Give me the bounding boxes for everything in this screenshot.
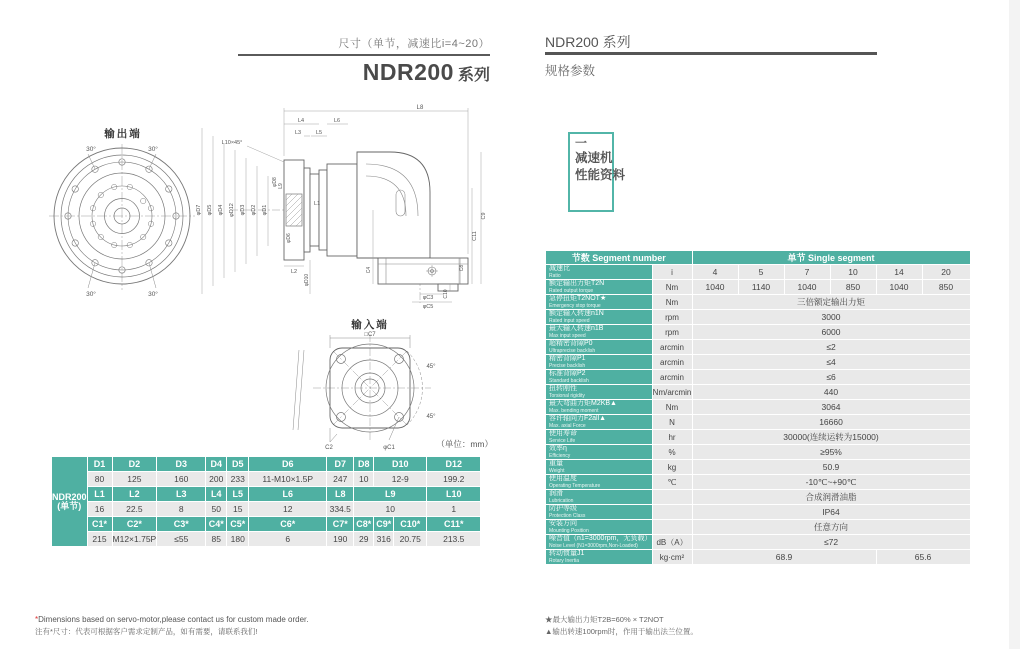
angle-label: 30° xyxy=(86,291,96,298)
input-end-drawing xyxy=(285,330,465,452)
spec-unit-cell: dB（A） xyxy=(652,535,692,550)
side-label-d10: φD10 xyxy=(304,273,310,287)
dim-value-cell: 213.5 xyxy=(427,532,481,547)
input-label-c7: □C7 xyxy=(364,332,376,338)
spec-row xyxy=(546,385,971,400)
dim-header-cell: L6 xyxy=(249,487,327,502)
spec-value-cell: 850 xyxy=(830,280,876,295)
side-label-c11: C11 xyxy=(472,231,478,241)
dim-value-cell: 10 xyxy=(354,472,374,487)
spec-unit-cell xyxy=(652,505,692,520)
spec-unit-cell: i xyxy=(652,265,692,280)
side-label-c3: φC3 xyxy=(422,295,434,301)
side-label-d8: φD8 xyxy=(272,177,278,187)
dim-header-cell: C1* xyxy=(87,517,112,532)
output-end-drawing xyxy=(47,140,197,298)
side-label-d2: φD2 xyxy=(251,204,257,216)
spec-label-cell: 转动惯量J1 Rotary Inertia xyxy=(546,550,653,565)
side-label-l8: L8 xyxy=(416,105,424,111)
spec-row xyxy=(546,310,971,325)
side-label-l9: L9 xyxy=(278,183,284,189)
dim-header-cell: C6* xyxy=(249,517,327,532)
spec-label-cell: 最大输入转速n1B Max input speed xyxy=(546,325,653,340)
dim-value-cell: 12 xyxy=(249,502,327,517)
spec-value-cell: 任意方向 xyxy=(692,520,970,535)
spec-label-cell: 超精密背隙P0 Ultraprecise backlish xyxy=(546,340,653,355)
dim-value-cell: 200 xyxy=(206,472,227,487)
dim-header-cell: C9* xyxy=(374,517,394,532)
left-header-rule xyxy=(238,54,490,56)
spec-unit-cell: kg·cm² xyxy=(652,550,692,565)
spec-row xyxy=(546,280,971,295)
side-label-d12: φD12 xyxy=(229,203,235,217)
dim-header-cell: C7* xyxy=(327,517,354,532)
spec-label-cell: 安装方向 Mounting Position xyxy=(546,520,653,535)
spec-label-cell: 容许轴向力F2all▲ Max. axial Force xyxy=(546,415,653,430)
dim-header-row xyxy=(52,487,481,502)
spec-section-title: 规格参数 xyxy=(545,64,596,78)
spec-value-cell: 1040 xyxy=(876,280,922,295)
dim-header-cell: L10 xyxy=(427,487,481,502)
spec-value-cell: 1140 xyxy=(738,280,784,295)
dim-value-cell: 6 xyxy=(249,532,327,547)
dim-value-cell: M12×1.75P xyxy=(112,532,157,547)
output-view-title: 输出端 xyxy=(104,128,142,140)
spec-unit-cell: arcmin xyxy=(652,370,692,385)
angle-label: 30° xyxy=(86,146,96,153)
spec-unit-cell: Nm/arcmin xyxy=(652,385,692,400)
spec-header-cell: 节数 Segment number xyxy=(546,251,693,265)
spec-table xyxy=(545,250,971,565)
side-label-d7: φD7 xyxy=(196,204,202,216)
dim-value-cell: 199.2 xyxy=(427,472,481,487)
dim-value-cell: ≤55 xyxy=(157,532,206,547)
spec-row xyxy=(546,505,971,520)
spec-label-cell: 使用温度 Operating Temperature xyxy=(546,475,653,490)
spec-unit-cell: ℃ xyxy=(652,475,692,490)
spec-label-cell: 扭转刚性 Torsional rigidity xyxy=(546,385,653,400)
tag-line1: 减速机 xyxy=(575,151,613,165)
dim-value-cell: 20.75 xyxy=(394,532,427,547)
spec-row xyxy=(546,355,971,370)
side-label-l2: L2 xyxy=(290,269,298,275)
dim-header-cell: D3 xyxy=(157,457,206,472)
spec-value-cell: 1040 xyxy=(692,280,738,295)
input-view-title: 输入端 xyxy=(351,319,389,331)
dim-header-cell: L8 xyxy=(327,487,354,502)
unit-note: （单位：mm） xyxy=(436,439,493,449)
tag-line2: 性能资料 xyxy=(575,168,626,182)
spec-label-cell: 额定输出力矩T2N Rated output torque xyxy=(546,280,653,295)
spec-unit-cell: hr xyxy=(652,430,692,445)
spec-value-cell: IP64 xyxy=(692,505,970,520)
dim-header-cell: D5 xyxy=(227,457,249,472)
dim-table xyxy=(51,456,481,547)
spec-unit-cell: arcmin xyxy=(652,355,692,370)
dim-header-cell: D7 xyxy=(327,457,354,472)
spec-row xyxy=(546,400,971,415)
spec-row xyxy=(546,550,971,565)
dim-value-cell: 215 xyxy=(87,532,112,547)
dim-value-cell: 29 xyxy=(354,532,374,547)
spec-value-cell: ≥95% xyxy=(692,445,970,460)
input-label-45-2: 45° xyxy=(426,414,436,420)
dim-header-cell: L4 xyxy=(206,487,227,502)
series-name: NDR200 xyxy=(362,59,454,85)
spec-row xyxy=(546,340,971,355)
spec-label-cell: 噪音值（n1=3000rpm，无负载） Noise Level (N1=3000rpm,Non-Loaded) xyxy=(546,535,653,550)
dim-value-cell: 190 xyxy=(327,532,354,547)
dim-header-cell: C8* xyxy=(354,517,374,532)
spec-value-cell: 合成润滑油脂 xyxy=(692,490,970,505)
spec-unit-cell: Nm xyxy=(652,295,692,310)
dim-value-cell: 80 xyxy=(87,472,112,487)
spec-row xyxy=(546,430,971,445)
spec-label-cell: 精密背隙P1 Precise backlish xyxy=(546,355,653,370)
dim-header-cell: C5* xyxy=(227,517,249,532)
spec-label-cell: 急停扭矩T2NOT★ Emergency stop torque xyxy=(546,295,653,310)
spec-label-cell: 减速比 Ratio xyxy=(546,265,653,280)
side-view-drawing xyxy=(180,98,490,310)
spec-unit-cell: arcmin xyxy=(652,340,692,355)
spec-row xyxy=(546,490,971,505)
spec-row xyxy=(546,535,971,550)
dim-header-cell: C4* xyxy=(206,517,227,532)
dim-value-cell: 1 xyxy=(427,502,481,517)
footnote-right-triangle: ▲输出转速100rpm时，作用于输出法兰位置。 xyxy=(545,627,698,636)
spec-value-cell: 7 xyxy=(784,265,830,280)
spec-row xyxy=(546,415,971,430)
spec-unit-cell xyxy=(652,520,692,535)
spec-value-cell: 1040 xyxy=(784,280,830,295)
side-label-d1: φD1 xyxy=(262,204,268,216)
spec-value-cell: 三倍额定输出力矩 xyxy=(692,295,970,310)
footnote-left-en: *Dimensions based on servo-motor,please contact us for custom made order. xyxy=(35,615,309,624)
dim-value-cell: 125 xyxy=(112,472,157,487)
dimensions-subtitle: 尺寸（单节，减速比i=4~20） xyxy=(338,38,490,50)
side-label-l4: L4 xyxy=(297,118,305,124)
side-label-d4: φD4 xyxy=(218,204,224,216)
spec-value-cell: 3000 xyxy=(692,310,970,325)
spec-value-cell: 14 xyxy=(876,265,922,280)
dim-header-cell: C2* xyxy=(112,517,157,532)
side-label-c8: C8 xyxy=(459,264,465,272)
dim-value-cell: 15 xyxy=(227,502,249,517)
side-label-c5: φC5 xyxy=(422,304,434,310)
dim-header-cell: L5 xyxy=(227,487,249,502)
angle-label: 30° xyxy=(148,291,158,298)
dim-value-cell: 247 xyxy=(327,472,354,487)
dim-value-cell: 85 xyxy=(206,532,227,547)
dim-header-cell: C10* xyxy=(394,517,427,532)
spec-unit-cell: N xyxy=(652,415,692,430)
spec-unit-cell: rpm xyxy=(652,310,692,325)
side-label-c4: C4 xyxy=(366,266,372,274)
spec-value-cell: 5 xyxy=(738,265,784,280)
spec-unit-cell: % xyxy=(652,445,692,460)
spec-unit-cell: rpm xyxy=(652,325,692,340)
spec-value-cell: ≤6 xyxy=(692,370,970,385)
dim-header-row xyxy=(52,457,481,472)
spec-value-cell: 440 xyxy=(692,385,970,400)
asterisk: * xyxy=(35,615,39,624)
spec-row xyxy=(546,475,971,490)
spec-label-cell: 最大弯曲力矩M2KB▲ Max. bending moment xyxy=(546,400,653,415)
dim-value-row xyxy=(52,502,481,517)
spec-unit-cell: kg xyxy=(652,460,692,475)
right-header-rule xyxy=(545,52,877,55)
dim-value-row xyxy=(52,472,481,487)
spec-value-cell: ≤2 xyxy=(692,340,970,355)
dim-header-cell: D1 xyxy=(87,457,112,472)
spec-value-cell: ≤4 xyxy=(692,355,970,370)
side-label-d5: φD5 xyxy=(207,204,213,216)
dim-header-cell: L3 xyxy=(157,487,206,502)
spec-header-row xyxy=(546,251,971,265)
spec-value-cell: 3064 xyxy=(692,400,970,415)
side-label-l3: L3 xyxy=(294,130,302,136)
side-label-l1: L1 xyxy=(314,201,321,207)
input-label-c1: φC1 xyxy=(383,445,395,451)
spec-label-cell: 润滑 Lubrication xyxy=(546,490,653,505)
dim-header-cell: D2 xyxy=(112,457,157,472)
spec-value-cell: 6000 xyxy=(692,325,970,340)
dim-value-cell: 12-9 xyxy=(374,472,427,487)
spec-label-cell: 效率η Efficiency xyxy=(546,445,653,460)
side-label-d3: φD3 xyxy=(240,204,246,216)
dim-header-row xyxy=(52,517,481,532)
dim-header-cell: L2 xyxy=(112,487,157,502)
spec-value-cell: 68.9 xyxy=(692,550,876,565)
dim-value-cell: 233 xyxy=(227,472,249,487)
spec-unit-cell: Nm xyxy=(652,280,692,295)
spec-row xyxy=(546,520,971,535)
footnote-right-star: ★最大输出力矩T2B=60% × T2NOT xyxy=(545,615,664,624)
left-page-title xyxy=(190,59,490,86)
angle-label: 30° xyxy=(148,146,158,153)
spec-row xyxy=(546,445,971,460)
dim-value-cell: 180 xyxy=(227,532,249,547)
dim-header-cell: L9 xyxy=(354,487,427,502)
dim-value-cell: 50 xyxy=(206,502,227,517)
input-label-c2: C2 xyxy=(325,445,333,451)
spec-value-cell: 65.6 xyxy=(876,550,970,565)
dim-value-row xyxy=(52,532,481,547)
dim-value-cell: 11-M10×1.5P xyxy=(249,472,327,487)
tag-dash: 一 xyxy=(575,136,588,150)
spec-row xyxy=(546,325,971,340)
page-edge xyxy=(1009,0,1020,649)
dim-value-cell: 334.5 xyxy=(327,502,354,517)
performance-tag xyxy=(568,132,626,212)
dim-header-cell: L1 xyxy=(87,487,112,502)
spec-value-cell: 20 xyxy=(922,265,970,280)
right-series-title: NDR200 系列 xyxy=(545,34,631,50)
spec-label-cell: 额定输入转速n1N Rated input speed xyxy=(546,310,653,325)
side-label-l5: L5 xyxy=(315,130,323,136)
dim-header-cell: D4 xyxy=(206,457,227,472)
dim-header-cell: D10 xyxy=(374,457,427,472)
spec-value-cell: 10 xyxy=(830,265,876,280)
spec-value-cell: 850 xyxy=(922,280,970,295)
dim-value-cell: 16 xyxy=(87,502,112,517)
spec-label-cell: 使用寿命 Service Life xyxy=(546,430,653,445)
dim-header-cell: D8 xyxy=(354,457,374,472)
dim-value-cell: 10 xyxy=(354,502,427,517)
footnote-left-cn: 注有*尺寸：代表可根据客户需求定制产品，如有需要，请联系我们! xyxy=(35,627,258,636)
spec-label-cell: 防护等级 Protection Class xyxy=(546,505,653,520)
spec-row xyxy=(546,265,971,280)
spec-value-cell: ≤72 xyxy=(692,535,970,550)
spec-label-cell: 重量 Weight xyxy=(546,460,653,475)
input-label-45-1: 45° xyxy=(426,364,436,370)
side-label-d6: φD6 xyxy=(286,233,292,243)
side-label-c10: C10 xyxy=(443,289,449,299)
dim-value-cell: 8 xyxy=(157,502,206,517)
side-label-c9: C9 xyxy=(481,212,487,220)
dim-value-cell: 316 xyxy=(374,532,394,547)
spec-label-cell: 标准背隙P2 Standard backlish xyxy=(546,370,653,385)
dim-header-cell: C3* xyxy=(157,517,206,532)
dim-value-cell: 22.5 xyxy=(112,502,157,517)
spec-unit-cell: Nm xyxy=(652,400,692,415)
spec-row xyxy=(546,370,971,385)
dim-header-cell: D12 xyxy=(427,457,481,472)
spec-row xyxy=(546,295,971,310)
series-suffix: 系列 xyxy=(457,67,490,84)
spec-value-cell: 4 xyxy=(692,265,738,280)
spec-value-cell: 16660 xyxy=(692,415,970,430)
spec-value-cell: 30000(连续运转为15000) xyxy=(692,430,970,445)
side-label-l6: L6 xyxy=(333,118,341,124)
dim-series-cell: NDR200 (单节) xyxy=(52,457,88,547)
spec-value-cell: 50.9 xyxy=(692,460,970,475)
dim-header-cell: C11* xyxy=(427,517,481,532)
dim-value-cell: 160 xyxy=(157,472,206,487)
spec-row xyxy=(546,460,971,475)
dim-header-cell: D6 xyxy=(249,457,327,472)
spec-value-cell: -10℃~+90℃ xyxy=(692,475,970,490)
spec-unit-cell xyxy=(652,490,692,505)
side-label-l10: L10×45° xyxy=(221,140,243,146)
spec-header-cell: 单节 Single segment xyxy=(692,251,970,265)
